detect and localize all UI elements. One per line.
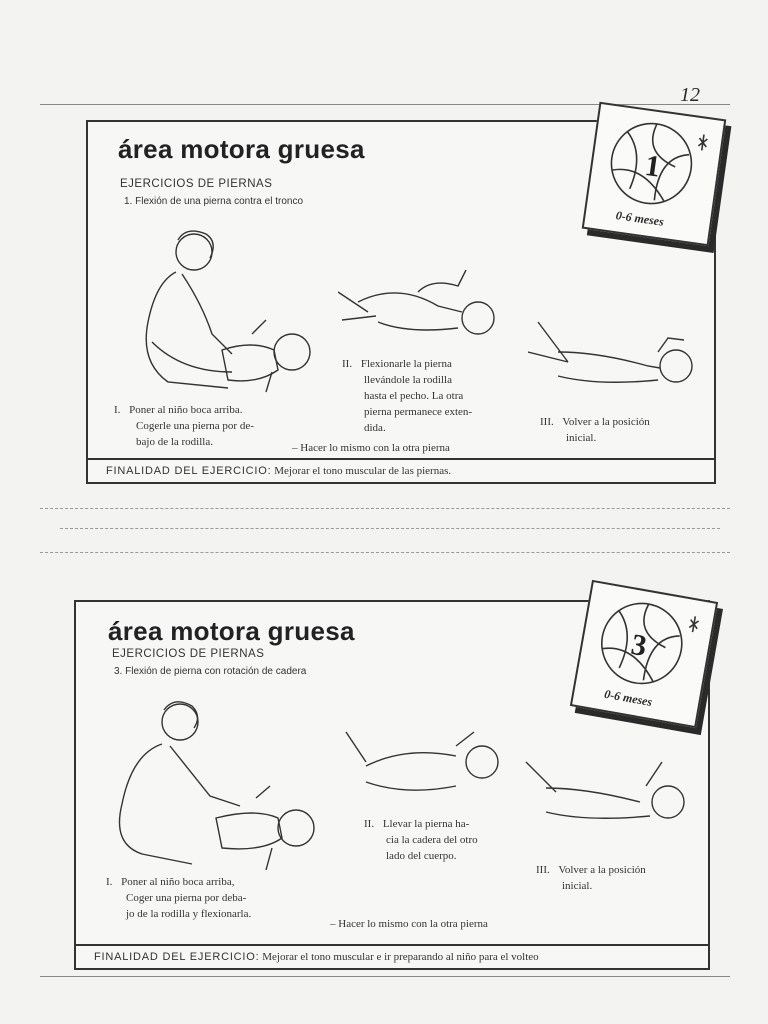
step-text-line: Coger una pierna por deba- [126,892,247,904]
step-text-line: pierna permanece exten- [364,406,473,418]
step-text-line: dida. [364,422,386,434]
exercise-name: 3. Flexión de pierna con rotación de cadera [114,666,307,677]
purpose-text: Mejorar el tono muscular de las piernas. [274,465,452,477]
step-text-line: llevándole la rodilla [364,374,452,386]
step-number: I. [114,404,121,416]
exercise-purpose [76,944,708,968]
step-text-line: Llevar la pierna ha- [382,818,470,830]
purpose-label: FINALIDAD DEL EJERCICIO: [94,951,260,963]
step-text-line: Cogerle una pierna por de- [136,420,254,432]
step-3 [540,414,650,446]
step-2 [364,816,478,864]
baby-initial-position-illustration [528,312,708,412]
step-text-line: bajo de la rodilla. [136,436,213,448]
baby-initial-position-illustration [516,752,696,842]
ball-icon [597,113,713,217]
section-heading: EJERCICIOS DE PIERNAS [120,178,273,190]
age-badge [570,580,718,728]
step-1 [106,874,251,922]
step-text-line: hasta el pecho. La otra [364,390,464,402]
step-text-line: inicial. [562,880,593,892]
badge-age: 0-6 meses [603,686,654,710]
repeat-note: – Hacer lo mismo con la otra pierna [292,442,450,454]
purpose-label: FINALIDAD DEL EJERCICIO: [106,465,272,477]
step-text-line: lado del cuerpo. [386,850,457,862]
page-number: 12 [680,84,700,106]
step-1 [114,402,254,450]
step-number: III. [540,416,554,428]
step-text-line: cia la cadera del otro [386,834,478,846]
badge-number: 1 [642,148,663,184]
card-title: área motora gruesa [118,134,365,164]
exercise-purpose [88,458,714,482]
scan-noise [60,528,720,529]
ball-icon [587,592,705,699]
step-text-line: Poner al niño boca arriba. [129,404,243,416]
scan-noise [40,552,730,553]
step-text-line: Volver a la posición [562,416,650,428]
purpose-text: Mejorar el tono muscular e ir preparando al niño para el volteo [262,951,539,963]
step-text-line: inicial. [566,432,597,444]
mother-baby-illustration [96,698,326,878]
step-text-line: Flexionarle la pierna [360,358,452,370]
baby-knee-chest-illustration [338,262,508,362]
step-number: II. [364,818,375,830]
step-3 [536,862,646,894]
exercise-name: 1. Flexión de una pierna contra el tronco [124,196,303,207]
repeat-note: – Hacer lo mismo con la otra pierna [330,918,488,930]
step-number: I. [106,876,113,888]
card-title: área motora gruesa [108,616,355,646]
scan-noise [40,508,730,509]
baby-hip-rotation-illustration [336,726,506,806]
step-2 [342,356,472,436]
age-badge [582,102,727,247]
badge-number: 3 [628,627,650,664]
mother-baby-illustration [112,222,332,402]
step-text-line: Volver a la posición [558,864,646,876]
step-number: III. [536,864,550,876]
section-heading: EJERCICIOS DE PIERNAS [112,648,265,660]
badge-age: 0-6 meses [614,208,665,229]
bottom-rule [40,976,730,977]
step-number: II. [342,358,353,370]
step-text-line: Poner al niño boca arriba, [121,876,235,888]
step-text-line: jo de la rodilla y flexionarla. [126,908,252,920]
